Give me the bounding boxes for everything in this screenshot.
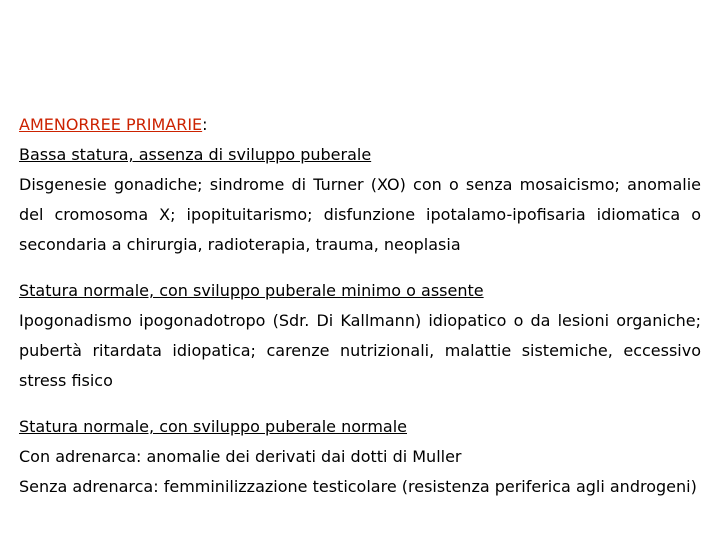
slide-content xyxy=(19,110,701,502)
heading-title: AMENORREE PRIMARIE xyxy=(19,115,203,134)
section-2-body: Ipogonadismo ipogonadotropo (Sdr. Di Kallmann) idiopatico o da lesioni organiche; pubertà ritardata idiopatica; carenze nutrizionali, malattie sistemiche, eccessivo stress fisico xyxy=(19,311,701,390)
section-1-body: Disgenesie gonadiche; sindrome di Turner (XO) con o senza mosaicismo; anomalie del cromosoma X; ipopituitarismo; disfunzione ipotalamo-ipofisaria idiomatica o secondaria a chirurgia, radioterapia, trauma, neoplasia xyxy=(19,175,701,254)
section-1-subtitle: Bassa statura, assenza di sviluppo puberale xyxy=(19,145,372,164)
spacer xyxy=(19,396,701,412)
section-2-subtitle: Statura normale, con sviluppo puberale minimo o assente xyxy=(19,281,484,300)
section-3-subtitle: Statura normale, con sviluppo puberale normale xyxy=(19,417,407,436)
heading xyxy=(19,110,701,140)
heading-colon: : xyxy=(202,115,208,134)
spacer xyxy=(19,260,701,276)
section-3-item-1: Con adrenarca: anomalie dei derivati dai dotti di Muller xyxy=(19,447,462,466)
section-3-item-2: Senza adrenarca: femminilizzazione testicolare (resistenza periferica agli androgeni) xyxy=(19,477,697,496)
